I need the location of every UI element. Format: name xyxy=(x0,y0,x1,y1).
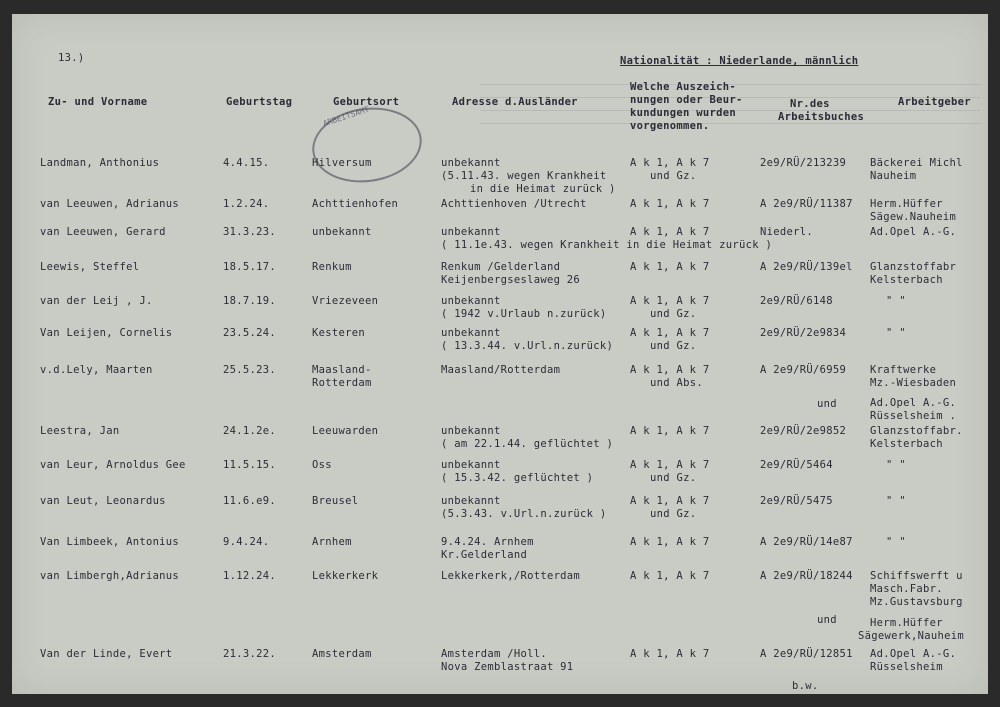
header-birthplace: Geburtsort xyxy=(333,96,400,108)
row-birthdate: 1.12.24. xyxy=(223,570,276,582)
row-remarks: A k 1, A k 7 xyxy=(630,226,710,238)
row-birthdate: 25.5.23. xyxy=(223,364,276,376)
row-name: van Leeuwen, Gerard xyxy=(40,226,166,238)
row-address: unbekannt xyxy=(441,425,501,437)
row-book-number: A 2e9/RÜ/14e87 xyxy=(760,536,853,548)
row-name: van der Leij , J. xyxy=(40,295,153,307)
header-remarks-2: nungen oder Beur- xyxy=(630,94,743,106)
row-address: Amsterdam /Holl. xyxy=(441,648,547,660)
row-birthplace: Breusel xyxy=(312,495,359,507)
row-book-number: 2e9/RÜ/5475 xyxy=(760,495,833,507)
row-remarks: und Gz. xyxy=(650,308,697,320)
row-employer: Mz.-Wiesbaden xyxy=(870,377,957,389)
header-book-1: Nr.des xyxy=(790,98,830,110)
row-birthplace: Vriezeveen xyxy=(312,295,379,307)
row-address: unbekannt xyxy=(441,327,501,339)
header-remarks-4: vorgenommen. xyxy=(630,120,710,132)
row-remarks: A k 1, A k 7 xyxy=(630,295,710,307)
row-book-number: A 2e9/RÜ/11387 xyxy=(760,198,853,210)
row-book-number: A 2e9/RÜ/139el xyxy=(760,261,853,273)
row-remarks: A k 1, A k 7 xyxy=(630,327,710,339)
row-name: v.d.Lely, Maarten xyxy=(40,364,153,376)
header-birthdate: Geburtstag xyxy=(226,96,293,108)
row-address: Achttienhoven /Utrecht xyxy=(441,198,587,210)
row-address: ( 13.3.44. v.Url.n.zurück) xyxy=(441,340,614,352)
row-remarks: A k 1, A k 7 xyxy=(630,459,710,471)
row-employer: Ad.Opel A.-G. xyxy=(870,397,957,409)
row-name: Van Leijen, Cornelis xyxy=(40,327,173,339)
page-title: Nationalität : Niederlande, männlich xyxy=(620,55,859,67)
row-birthdate: 24.1.2e. xyxy=(223,425,276,437)
row-birthplace: Achttienhofen xyxy=(312,198,399,210)
row-book-number: 2e9/RÜ/6148 xyxy=(760,295,833,307)
row-name: van Leut, Leonardus xyxy=(40,495,166,507)
row-remarks: und Gz. xyxy=(650,170,697,182)
row-remarks: A k 1, A k 7 xyxy=(630,536,710,548)
row-remarks: und Gz. xyxy=(650,340,697,352)
row-employer: " " xyxy=(886,327,906,339)
row-employer: Bäckerei Michl xyxy=(870,157,963,169)
row-name: van Limbergh,Adrianus xyxy=(40,570,180,582)
row-employer: Schiffswerft u xyxy=(870,570,963,582)
row-address: unbekannt xyxy=(441,459,501,471)
header-employer: Arbeitgeber xyxy=(898,96,971,108)
row-employer: Herm.Hüffer xyxy=(870,617,943,629)
row-book-number: 2e9/RÜ/2e9852 xyxy=(760,425,847,437)
row-birthplace: Amsterdam xyxy=(312,648,372,660)
row-birthdate: 18.7.19. xyxy=(223,295,276,307)
row-birthplace: Kesteren xyxy=(312,327,365,339)
row-address: Maasland/Rotterdam xyxy=(441,364,561,376)
row-remarks: und Abs. xyxy=(650,377,703,389)
header-remarks-1: Welche Auszeich- xyxy=(630,81,736,93)
row-address: Lekkerkerk,/Rotterdam xyxy=(441,570,581,582)
row-employer: " " xyxy=(886,459,906,471)
row-employer: Sägewerk,Nauheim xyxy=(858,630,964,642)
row-name: Landman, Anthonius xyxy=(40,157,160,169)
row-birthdate: 9.4.24. xyxy=(223,536,270,548)
row-book-number: A 2e9/RÜ/18244 xyxy=(760,570,853,582)
row-remarks: A k 1, A k 7 xyxy=(630,198,710,210)
row-remarks: A k 1, A k 7 xyxy=(630,648,710,660)
header-book-2: Arbeitsbuches xyxy=(778,111,865,123)
row-book-number: 2e9/RÜ/2e9834 xyxy=(760,327,847,339)
row-remarks: A k 1, A k 7 xyxy=(630,495,710,507)
row-address: in die Heimat zurück ) xyxy=(470,183,616,195)
row-employer: Kelsterbach xyxy=(870,274,943,286)
row-remarks: und Gz. xyxy=(650,508,697,520)
row-name: Van Limbeek, Antonius xyxy=(40,536,180,548)
row-birthplace: Renkum xyxy=(312,261,352,273)
row-book-number: A 2e9/RÜ/12851 xyxy=(760,648,853,660)
row-birthdate: 31.3.23. xyxy=(223,226,276,238)
row-employer: " " xyxy=(886,295,906,307)
row-birthdate: 23.5.24. xyxy=(223,327,276,339)
row-birthdate: 11.5.15. xyxy=(223,459,276,471)
row-employer: Mz.Gustavsburg xyxy=(870,596,963,608)
row-name: Leestra, Jan xyxy=(40,425,120,437)
row-address: (5.11.43. wegen Krankheit xyxy=(441,170,607,182)
row-name: van Leeuwen, Adrianus xyxy=(40,198,180,210)
row-address: unbekannt xyxy=(441,157,501,169)
row-name: Leewis, Steffel xyxy=(40,261,140,273)
row-address: Keijenbergseslaweg 26 xyxy=(441,274,581,286)
row-employer: Rüsselsheim xyxy=(870,661,943,673)
row-employer: Sägew.Nauheim xyxy=(870,211,957,223)
row-address: Kr.Gelderland xyxy=(441,549,528,561)
row-birthplace: Lekkerkerk xyxy=(312,570,379,582)
header-remarks-3: kundungen wurden xyxy=(630,107,736,119)
row-employer: Kraftwerke xyxy=(870,364,937,376)
row-birthplace: Maasland- xyxy=(312,364,372,376)
header-name: Zu- und Vorname xyxy=(48,96,148,108)
row-employer: " " xyxy=(886,495,906,507)
row-birthplace: Rotterdam xyxy=(312,377,372,389)
row-address: ( 1942 v.Urlaub n.zurück) xyxy=(441,308,607,320)
row-birthplace: Hilversum xyxy=(312,157,372,169)
row-birthplace: Arnhem xyxy=(312,536,352,548)
row-address: ( 11.1e.43. wegen Krankheit in die Heimat zurück ) xyxy=(441,239,773,251)
page-number: 13.) xyxy=(58,52,85,64)
row-book-number: 2e9/RÜ/5464 xyxy=(760,459,833,471)
row-employer: " " xyxy=(886,536,906,548)
und-note-2: und xyxy=(817,614,837,626)
row-remarks: A k 1, A k 7 xyxy=(630,157,710,169)
row-remarks: A k 1, A k 7 xyxy=(630,570,710,582)
row-book-number: 2e9/RÜ/213239 xyxy=(760,157,847,169)
stamp-text: ARBEITSAMT xyxy=(321,104,371,129)
row-birthdate: 21.3.22. xyxy=(223,648,276,660)
row-name: Van der Linde, Evert xyxy=(40,648,173,660)
row-employer: Glanzstoffabr. xyxy=(870,425,963,437)
row-employer: Ad.Opel A.-G. xyxy=(870,648,957,660)
row-employer: Herm.Hüffer xyxy=(870,198,943,210)
row-remarks: A k 1, A k 7 xyxy=(630,261,710,273)
row-address: unbekannt xyxy=(441,495,501,507)
row-address: 9.4.24. Arnhem xyxy=(441,536,534,548)
row-remarks: und Gz. xyxy=(650,472,697,484)
row-employer: Nauheim xyxy=(870,170,917,182)
row-employer: Kelsterbach xyxy=(870,438,943,450)
header-address: Adresse d.Ausländer xyxy=(452,96,578,108)
row-birthplace: unbekannt xyxy=(312,226,372,238)
row-employer: Rüsselsheim . xyxy=(870,410,957,422)
und-note-1: und xyxy=(817,398,837,410)
row-birthdate: 11.6.e9. xyxy=(223,495,276,507)
row-address: unbekannt xyxy=(441,295,501,307)
row-address: Nova Zemblastraat 91 xyxy=(441,661,574,673)
row-address: ( am 22.1.44. geflüchtet ) xyxy=(441,438,614,450)
row-employer: Masch.Fabr. xyxy=(870,583,943,595)
row-book-number: Niederl. xyxy=(760,226,813,238)
page-footer: b.w. xyxy=(792,680,819,692)
row-birthdate: 1.2.24. xyxy=(223,198,270,210)
row-birthdate: 4.4.15. xyxy=(223,157,270,169)
row-address: unbekannt xyxy=(441,226,501,238)
row-address: (5.3.43. v.Url.n.zurück ) xyxy=(441,508,607,520)
row-address: ( 15.3.42. geflüchtet ) xyxy=(441,472,594,484)
row-address: Renkum /Gelderland xyxy=(441,261,561,273)
row-name: van Leur, Arnoldus Gee xyxy=(40,459,186,471)
row-birthplace: Oss xyxy=(312,459,332,471)
row-remarks: A k 1, A k 7 xyxy=(630,364,710,376)
row-book-number: A 2e9/RÜ/6959 xyxy=(760,364,847,376)
row-employer: Ad.Opel A.-G. xyxy=(870,226,957,238)
row-remarks: A k 1, A k 7 xyxy=(630,425,710,437)
row-birthdate: 18.5.17. xyxy=(223,261,276,273)
row-employer: Glanzstoffabr xyxy=(870,261,957,273)
row-birthplace: Leeuwarden xyxy=(312,425,379,437)
